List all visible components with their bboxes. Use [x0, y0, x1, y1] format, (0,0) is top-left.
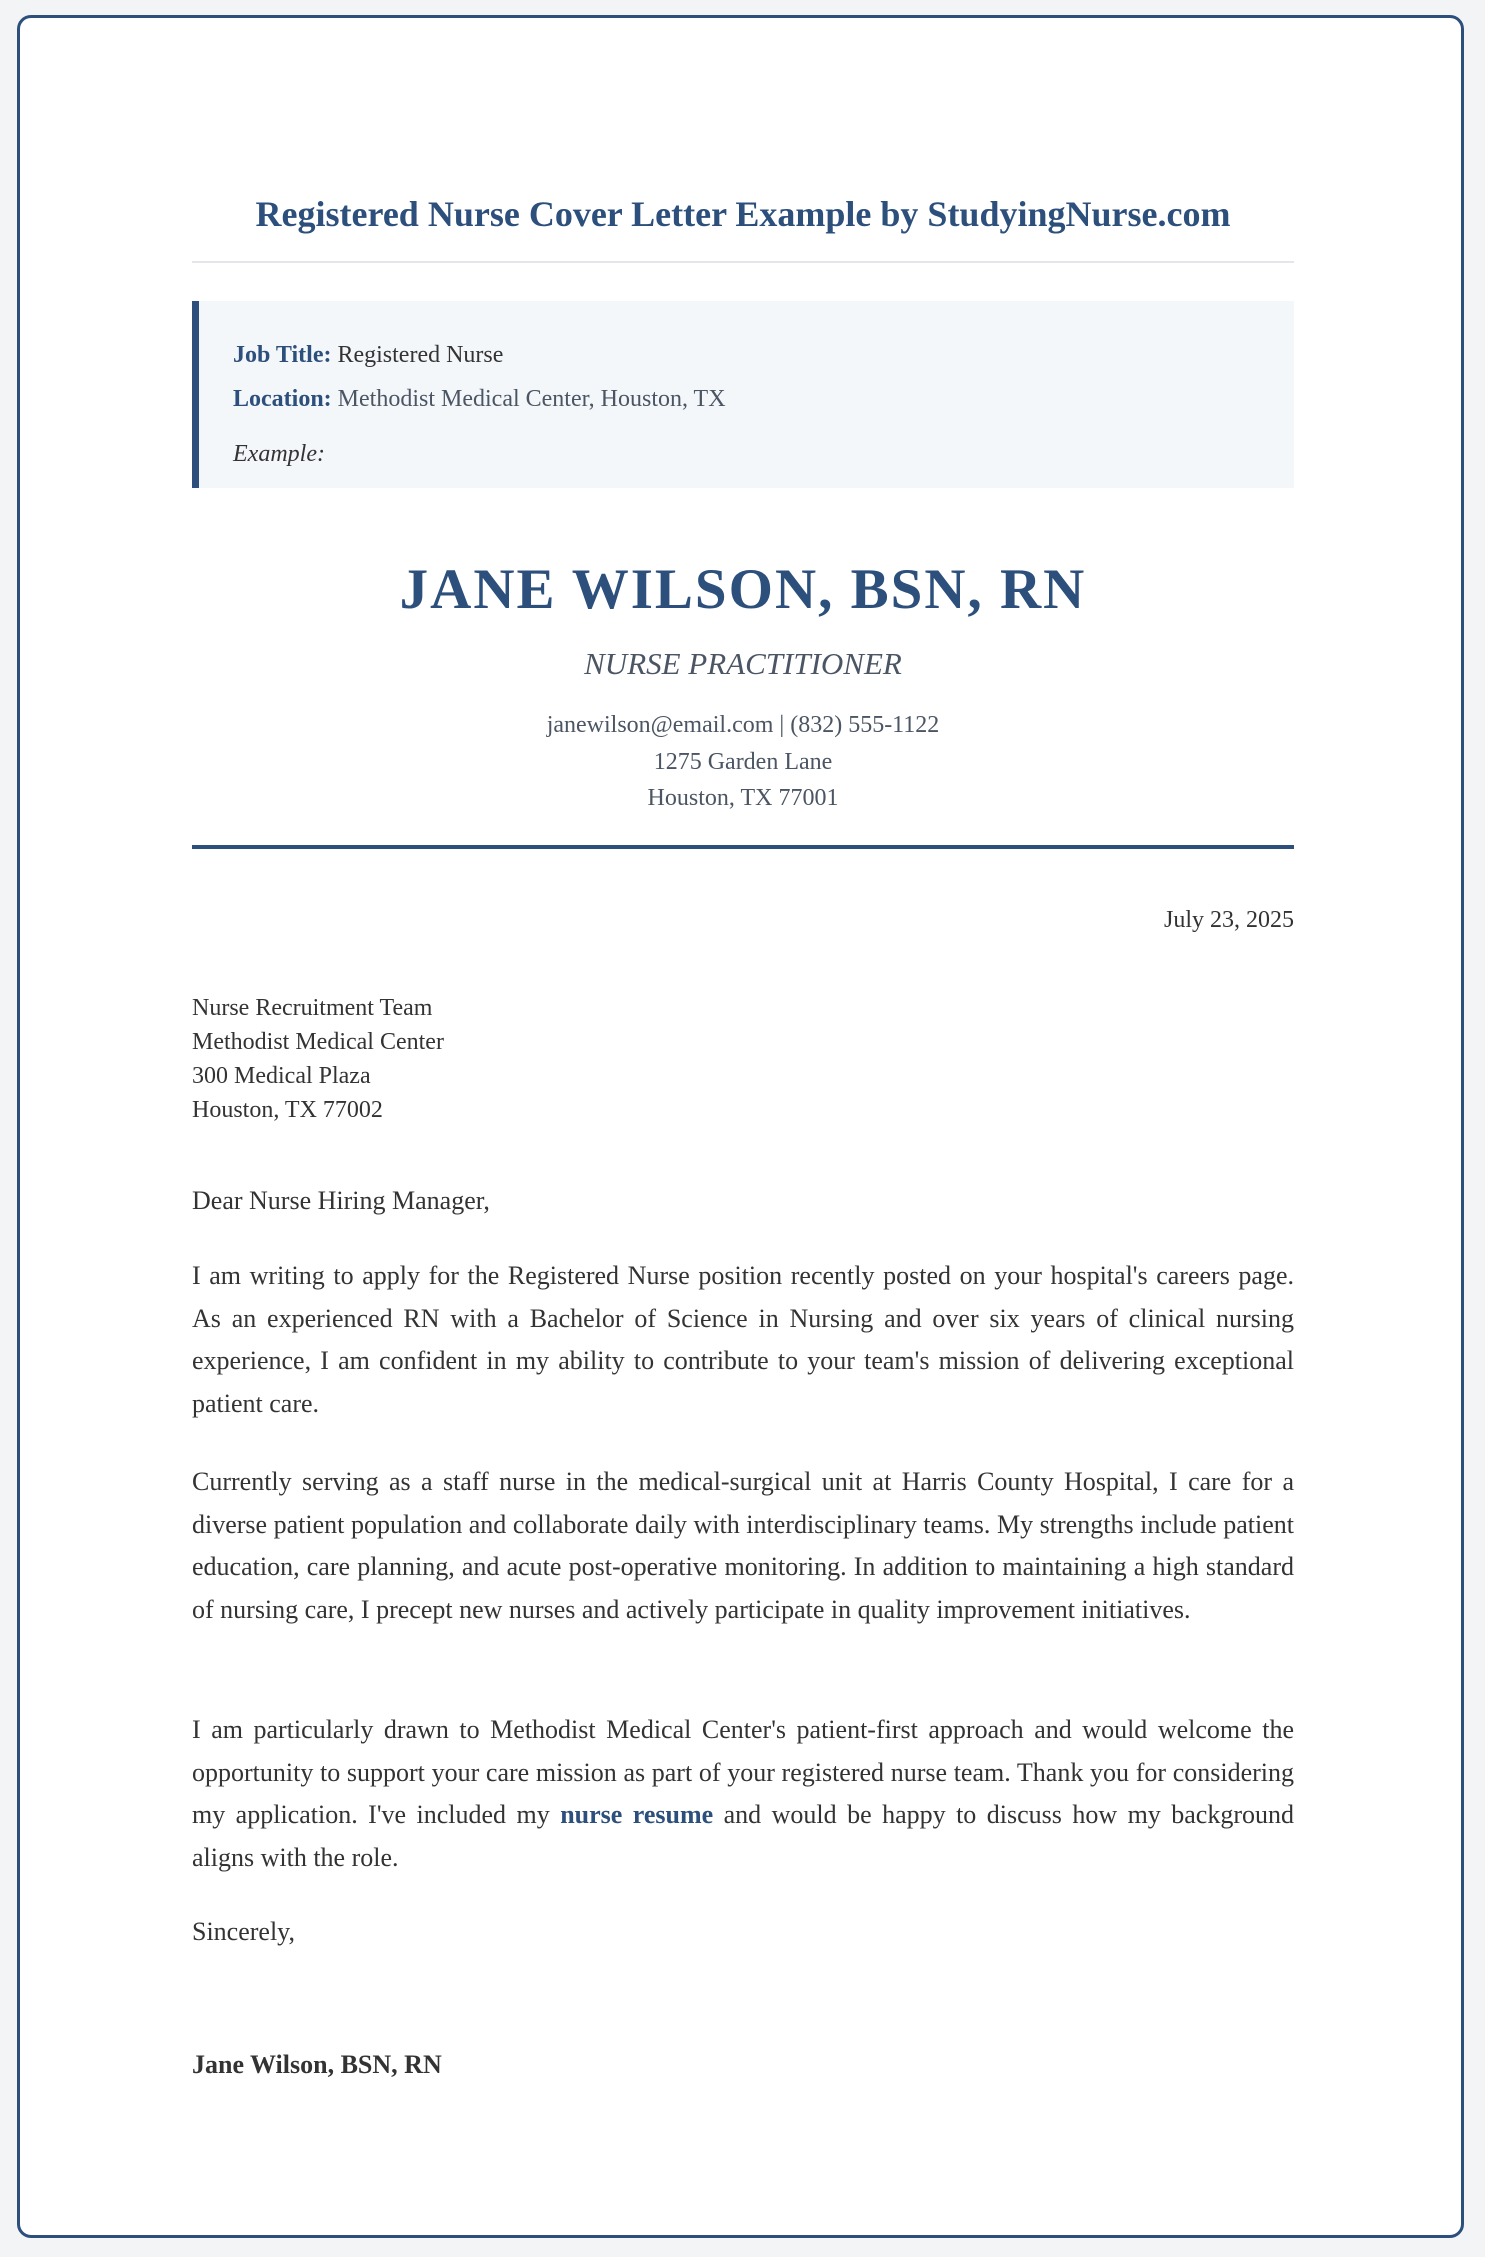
nurse-resume-link[interactable]: nurse resume [560, 1800, 714, 1829]
location-row [233, 385, 726, 414]
applicant-name: JANE WILSON, BSN, RN [399, 558, 1087, 621]
recipient-line: Methodist Medical Center [192, 1029, 444, 1055]
body-paragraph-1: I am writing to apply for the Registered Nurse position recently posted on your hospital's careers page. As an experienced RN with a Bachelor of Science in Nursing and over six years of clinical nursing experience, I am confident in my ability to contribute to your team's mission of delivering exceptional patient care. [192, 1261, 1294, 1418]
job-title-label: Job Title: [233, 342, 332, 368]
signature: Jane Wilson, BSN, RN [192, 2050, 442, 2079]
document-title: Registered Nurse Cover Letter Example by StudyingNurse.com [255, 194, 1231, 234]
body-paragraph-3 [192, 1709, 1294, 1879]
contact-email-phone: janewilson@email.com | (832) 555-1122 [546, 712, 940, 738]
letter-date: July 23, 2025 [1163, 907, 1294, 933]
recipient-line: Nurse Recruitment Team [192, 995, 433, 1021]
header-divider [192, 845, 1294, 849]
location-label: Location: [233, 386, 332, 412]
salutation: Dear Nurse Hiring Manager, [192, 1186, 490, 1215]
applicant-role: NURSE PRACTITIONER [584, 646, 902, 681]
job-title-row [233, 341, 503, 370]
recipient-line: 300 Medical Plaza [192, 1063, 371, 1089]
example-label: Example: [233, 441, 325, 467]
title-divider [192, 261, 1294, 263]
paragraph-text: and would be happy to discuss how my background aligns with the role. [192, 1800, 1295, 1872]
recipient-line: Houston, TX 77002 [192, 1097, 383, 1123]
paragraph-text: I am particularly drawn to Methodist Medical Center's patient-first approach and would welcome the opportunity to support your care mission as part of your registered nurse team. Thank you for considering my application. I've included my [192, 1715, 1294, 1829]
closing: Sincerely, [192, 1917, 295, 1946]
address-city: Houston, TX 77001 [647, 785, 839, 811]
address-street: 1275 Garden Lane [653, 749, 833, 775]
job-info-box [192, 301, 1294, 488]
letter-page [17, 15, 1464, 2238]
body-paragraph-2: Currently serving as a staff nurse in the medical-surgical unit at Harris County Hospital, I care for a diverse patient population and collaborate daily with interdisciplinary teams. My strengths include patient education, care planning, and acute post-operative monitoring. In addition to maintaining a high standard of nursing care, I precept new nurses and actively participate in quality improvement initiatives. [192, 1467, 1294, 1624]
job-title-value: Registered Nurse [337, 342, 504, 368]
location-value: Methodist Medical Center, Houston, TX [337, 386, 726, 412]
